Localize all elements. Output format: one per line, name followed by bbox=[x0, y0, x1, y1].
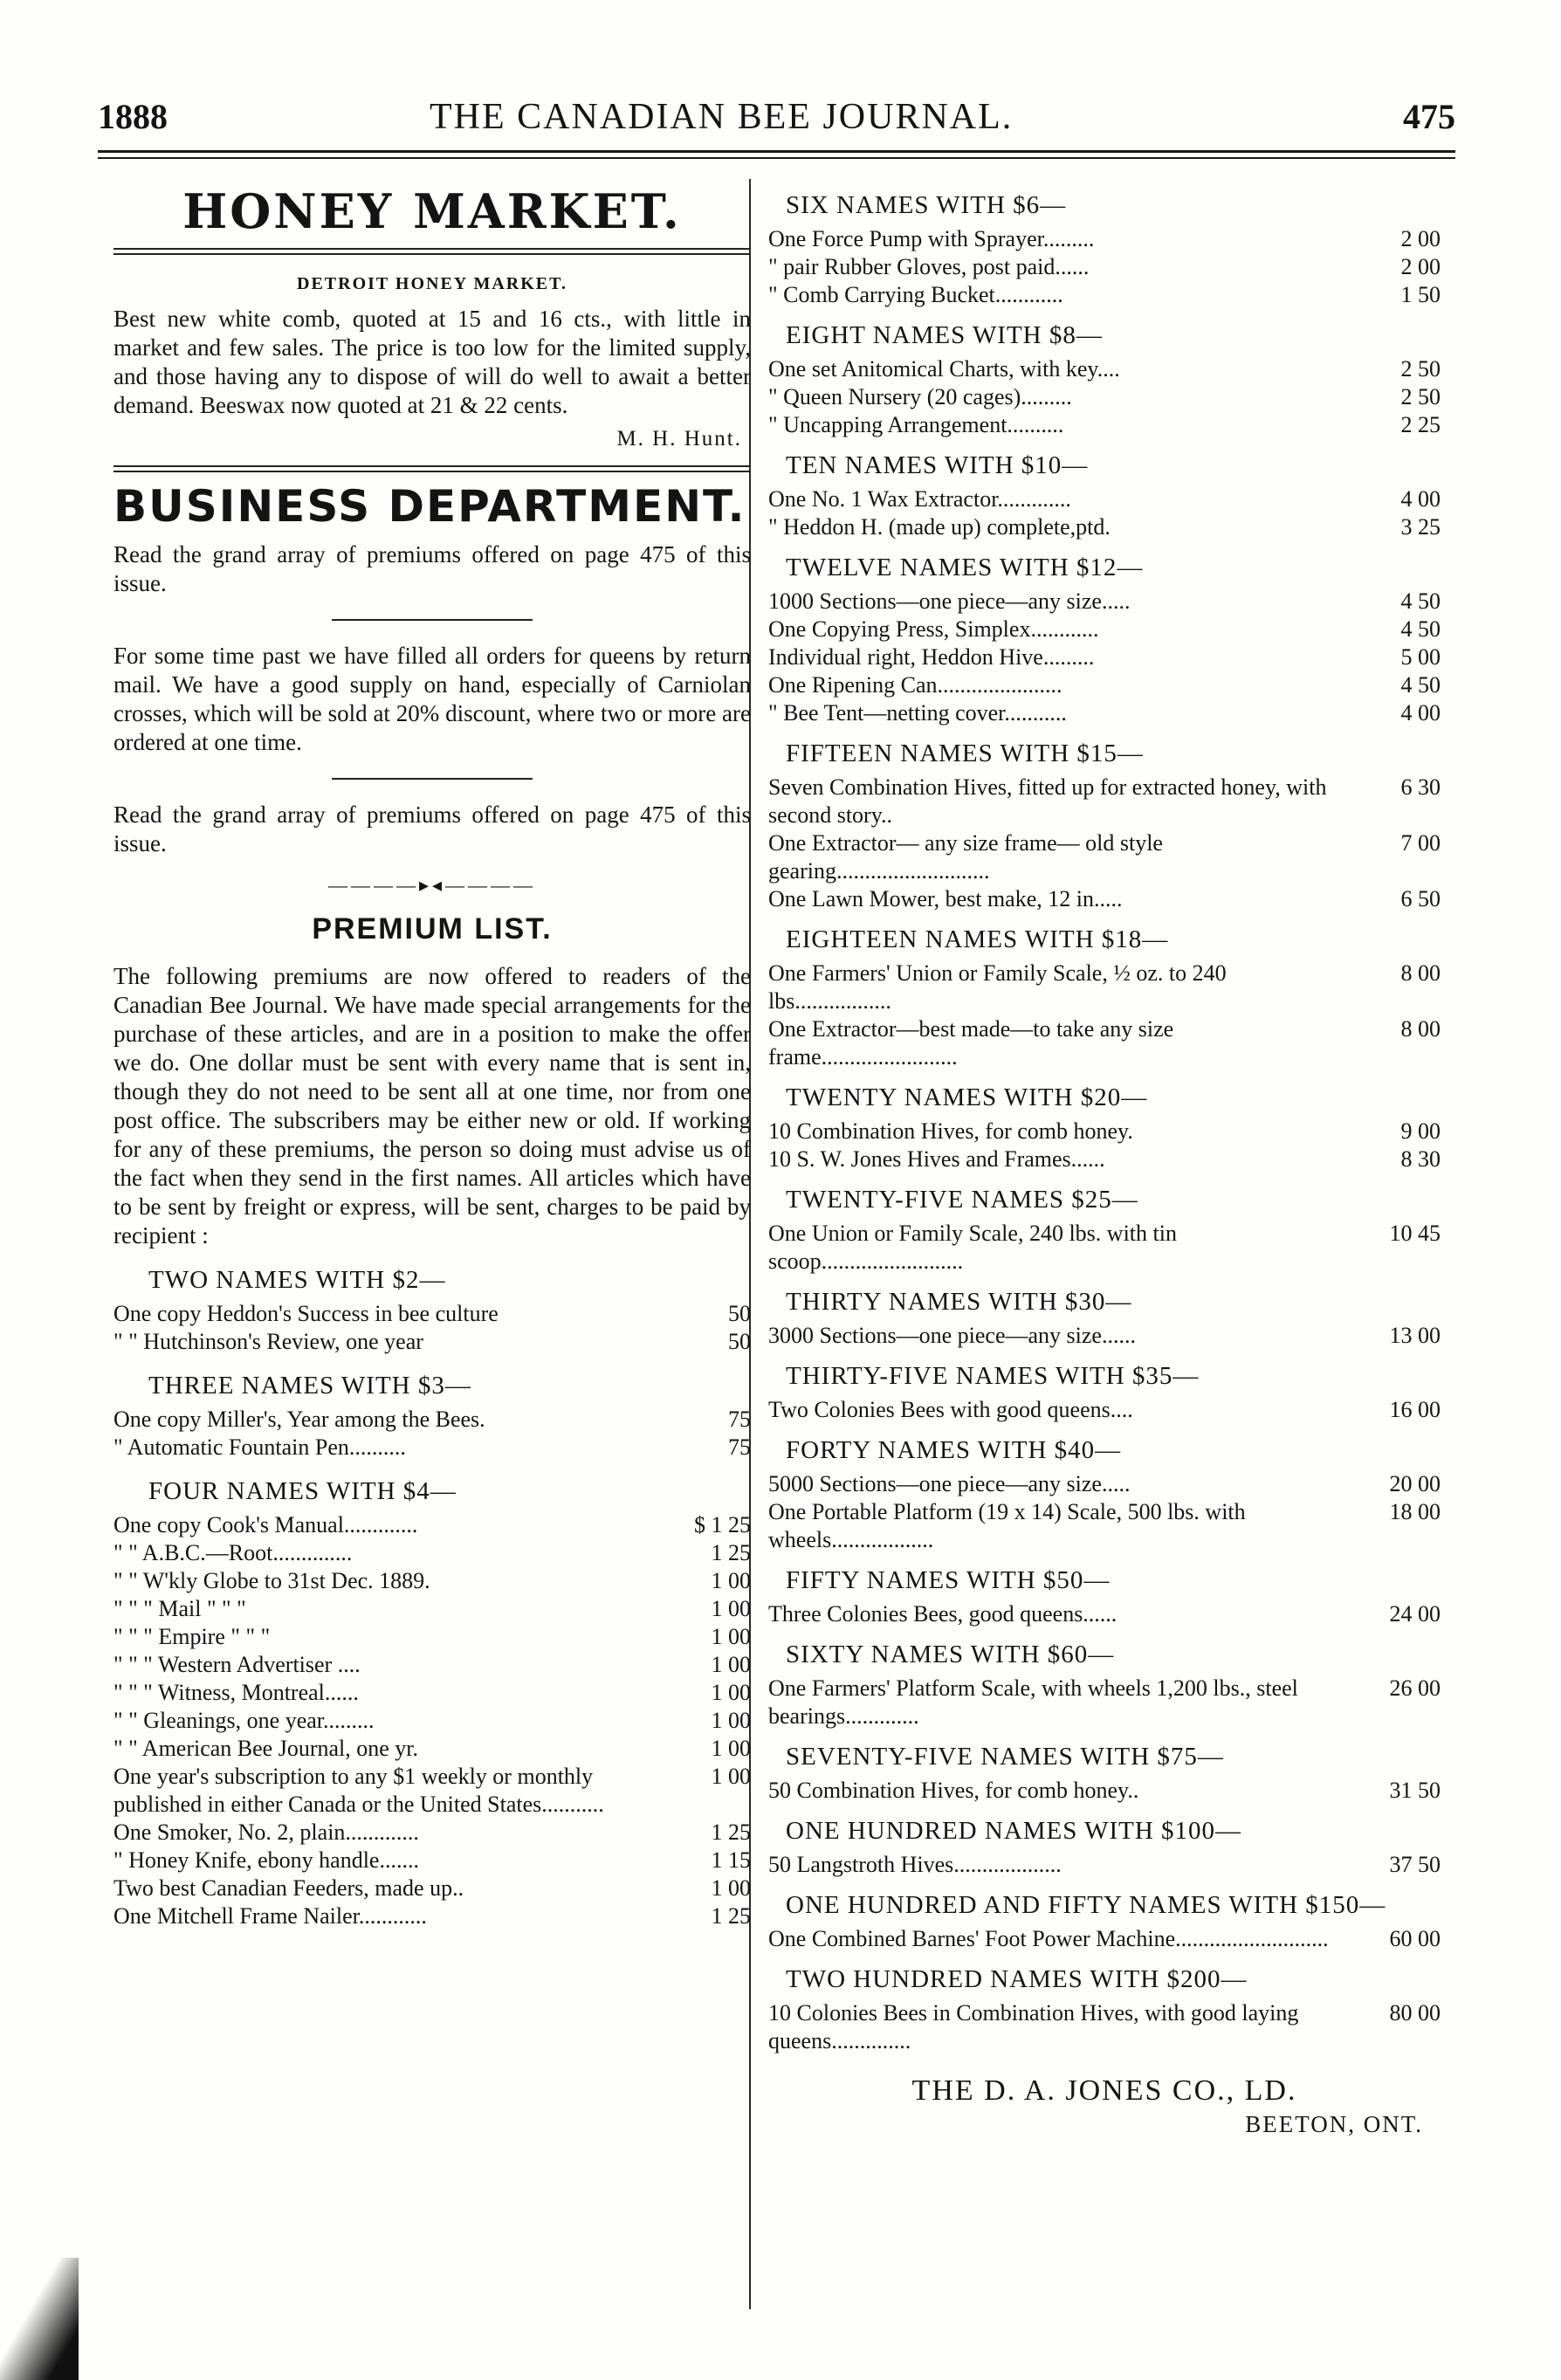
premium-item bbox=[113, 1595, 751, 1623]
premium-item bbox=[768, 960, 1441, 1015]
premium-item-text: One year's subscription to any $1 weekly or monthly published in either Canada or the United States........... bbox=[113, 1764, 604, 1817]
premium-item-text: " " " Western Advertiser .... bbox=[113, 1652, 361, 1677]
premium-item bbox=[113, 1735, 751, 1763]
premium-section bbox=[768, 554, 1441, 727]
ornament-divider: ————▸◂———— bbox=[327, 874, 537, 896]
premium-item-text: " " " Mail " " " bbox=[113, 1596, 246, 1621]
premium-item-price: 3 25 bbox=[1400, 514, 1441, 540]
premium-item bbox=[768, 513, 1441, 541]
premium-item bbox=[113, 1874, 751, 1902]
premium-item-price: 80 00 bbox=[1389, 2000, 1441, 2026]
premium-item bbox=[113, 1623, 751, 1651]
premium-item-text: " " Gleanings, one year......... bbox=[113, 1708, 375, 1733]
premium-item-text: Two Colonies Bees with good queens.... bbox=[768, 1397, 1133, 1422]
premium-item bbox=[768, 281, 1441, 309]
premium-section bbox=[768, 1817, 1441, 1879]
premium-item-text: 5000 Sections—one piece—any size..... bbox=[768, 1471, 1131, 1496]
premium-items bbox=[768, 355, 1441, 439]
premium-item bbox=[113, 1567, 751, 1595]
premium-item-text: One Lawn Mower, best make, 12 in..... bbox=[768, 886, 1123, 911]
premium-item-text: 10 Combination Hives, for comb honey. bbox=[768, 1118, 1133, 1144]
premium-item bbox=[768, 1675, 1441, 1730]
premium-items bbox=[113, 1300, 751, 1356]
premium-item-price: 2 50 bbox=[1400, 356, 1441, 382]
premium-item-price: 2 50 bbox=[1400, 384, 1441, 409]
premium-item bbox=[113, 1679, 751, 1707]
premium-section bbox=[768, 1083, 1441, 1173]
premium-section bbox=[768, 191, 1441, 309]
premium-item-price: 75 bbox=[728, 1407, 751, 1432]
premium-item-text: One Extractor—best made—to take any size frame........................ bbox=[768, 1016, 1174, 1070]
premium-section bbox=[768, 1288, 1441, 1350]
premium-item bbox=[768, 355, 1441, 383]
premium-item-text: One Mitchell Frame Nailer............ bbox=[113, 1903, 427, 1929]
premium-item-text: 1000 Sections—one piece—any size..... bbox=[768, 588, 1131, 614]
premium-item bbox=[113, 1511, 751, 1539]
premium-item bbox=[768, 253, 1441, 281]
premium-item-text: One Combined Barnes' Foot Power Machine........................... bbox=[768, 1926, 1329, 1951]
premium-item bbox=[768, 616, 1441, 643]
premium-section-heading: ONE HUNDRED NAMES WITH $100— bbox=[786, 1817, 1242, 1845]
premium-item-text: One copy Cook's Manual............. bbox=[113, 1512, 418, 1537]
premium-list-title: PREMIUM LIST. bbox=[312, 912, 553, 946]
honey-market-signature: M. H. Hunt. bbox=[616, 427, 742, 451]
premium-item-text: " " Hutchinson's Review, one year bbox=[113, 1329, 423, 1354]
premium-item-price: 1 00 bbox=[711, 1624, 751, 1649]
premium-items bbox=[768, 774, 1441, 913]
premium-item bbox=[113, 1707, 751, 1735]
premium-items bbox=[768, 1600, 1441, 1628]
premium-section-heading: TWO NAMES WITH $2— bbox=[148, 1266, 446, 1294]
premium-item-text: One Smoker, No. 2, plain............. bbox=[113, 1819, 419, 1845]
premium-section bbox=[768, 1186, 1441, 1276]
premium-item-price: 9 00 bbox=[1400, 1118, 1441, 1144]
premium-item-price: 6 30 bbox=[1400, 774, 1441, 800]
premium-item-price: 1 00 bbox=[711, 1568, 751, 1593]
premium-section bbox=[768, 1566, 1441, 1628]
premium-item-text: 10 Colonies Bees in Combination Hives, with good laying queens.............. bbox=[768, 2000, 1299, 2053]
premium-item-text: " Automatic Fountain Pen.......... bbox=[113, 1434, 406, 1460]
premium-item-price: 18 00 bbox=[1389, 1499, 1441, 1524]
premium-item-text: One Portable Platform (19 x 14) Scale, 500 lbs. with wheels.................. bbox=[768, 1499, 1246, 1552]
premium-item-text: " pair Rubber Gloves, post paid...... bbox=[768, 254, 1090, 279]
premium-items bbox=[768, 1777, 1441, 1805]
premium-section-heading: SEVENTY-FIVE NAMES WITH $75— bbox=[786, 1743, 1224, 1771]
premium-items bbox=[768, 588, 1441, 727]
premium-item-text: One copy Heddon's Success in bee culture bbox=[113, 1301, 499, 1326]
premium-item bbox=[768, 1470, 1441, 1498]
premium-item-price: 8 30 bbox=[1400, 1146, 1441, 1172]
premium-items bbox=[768, 1220, 1441, 1276]
premium-item-price: 1 25 bbox=[711, 1540, 751, 1565]
premium-items bbox=[768, 225, 1441, 309]
premium-items bbox=[768, 1118, 1441, 1173]
premium-section bbox=[768, 1641, 1441, 1730]
premium-item bbox=[113, 1406, 751, 1434]
premium-section-heading: FIFTY NAMES WITH $50— bbox=[786, 1566, 1111, 1594]
premium-item bbox=[768, 1999, 1441, 2055]
premium-item bbox=[768, 225, 1441, 253]
premium-item-text: One Union or Family Scale, 240 lbs. with tin scoop......................... bbox=[768, 1221, 1177, 1274]
premium-item-price: 1 50 bbox=[1400, 282, 1441, 307]
business-para-3: Read the grand array of premiums offered on page 475 of this issue. bbox=[113, 801, 751, 856]
premium-section bbox=[768, 321, 1441, 439]
business-department-title: BUSINESS DEPARTMENT. bbox=[113, 481, 746, 532]
honey-market-title: HONEY MARKET. bbox=[182, 183, 682, 239]
premium-section-heading: TEN NAMES WITH $10— bbox=[786, 451, 1089, 479]
header-rule-bottom bbox=[98, 157, 1455, 159]
premium-items bbox=[768, 960, 1441, 1071]
premium-item-price: 5 00 bbox=[1400, 644, 1441, 670]
premium-item-text: " Honey Knife, ebony handle....... bbox=[113, 1847, 419, 1873]
premium-item-price: 4 50 bbox=[1400, 588, 1441, 614]
premium-item-price: 10 45 bbox=[1389, 1221, 1441, 1246]
premium-items bbox=[768, 1470, 1441, 1554]
premium-section bbox=[768, 1436, 1441, 1554]
premium-section bbox=[113, 1266, 751, 1356]
premium-item bbox=[768, 485, 1441, 513]
premium-section-heading: TWENTY-FIVE NAMES $25— bbox=[786, 1186, 1138, 1214]
premium-item-text: One No. 1 Wax Extractor............. bbox=[768, 486, 1071, 512]
premium-item-text: " Heddon H. (made up) complete,ptd. bbox=[768, 514, 1111, 540]
premium-items bbox=[768, 485, 1441, 541]
premium-item bbox=[113, 1651, 751, 1679]
premium-item bbox=[113, 1328, 751, 1356]
premium-item-price: 2 00 bbox=[1400, 226, 1441, 251]
premium-item-text: Individual right, Heddon Hive......... bbox=[768, 644, 1095, 670]
header-title: THE CANADIAN BEE JOURNAL. bbox=[430, 97, 1014, 137]
premium-item-text: Three Colonies Bees, good queens...... bbox=[768, 1601, 1117, 1627]
premium-section bbox=[768, 1743, 1441, 1805]
premium-item bbox=[768, 411, 1441, 439]
premium-item-price: $ 1 25 bbox=[694, 1512, 751, 1537]
premium-item bbox=[768, 774, 1441, 829]
business-para-1: Read the grand array of premiums offered on page 475 of this issue. bbox=[113, 541, 751, 596]
premium-section-heading: TWENTY NAMES WITH $20— bbox=[786, 1083, 1148, 1111]
premium-item-price: 1 00 bbox=[711, 1652, 751, 1677]
premium-item-price: 1 00 bbox=[711, 1708, 751, 1733]
premium-item bbox=[113, 1300, 751, 1328]
header-year: 1888 bbox=[98, 97, 168, 136]
premium-section-heading: FORTY NAMES WITH $40— bbox=[786, 1436, 1122, 1464]
premium-item bbox=[113, 1847, 751, 1874]
premium-items bbox=[113, 1511, 751, 1930]
premium-section bbox=[768, 739, 1441, 913]
premium-item-price: 24 00 bbox=[1389, 1601, 1441, 1627]
premium-item bbox=[113, 1819, 751, 1847]
premium-item bbox=[768, 1220, 1441, 1276]
premium-item bbox=[768, 1777, 1441, 1805]
premium-item-text: 3000 Sections—one piece—any size...... bbox=[768, 1323, 1136, 1348]
premium-item bbox=[113, 1434, 751, 1462]
premium-item-price: 75 bbox=[728, 1434, 751, 1460]
premium-item-price: 1 00 bbox=[711, 1736, 751, 1761]
premium-section-heading: TWELVE NAMES WITH $12— bbox=[786, 554, 1144, 581]
premium-item-price: 26 00 bbox=[1389, 1675, 1441, 1701]
premium-item-price: 4 00 bbox=[1400, 486, 1441, 512]
premium-item-text: 50 Langstroth Hives................... bbox=[768, 1852, 1062, 1877]
premium-item bbox=[768, 383, 1441, 411]
premium-item bbox=[768, 588, 1441, 616]
premium-section-heading: FIFTEEN NAMES WITH $15— bbox=[786, 739, 1144, 767]
page-header bbox=[98, 87, 1455, 148]
premium-item-text: One Farmers' Union or Family Scale, ½ oz. to 240 lbs................. bbox=[768, 960, 1227, 1014]
premium-item-text: " Queen Nursery (20 cages)......... bbox=[768, 384, 1072, 409]
premium-item-text: " " W'kly Globe to 31st Dec. 1889. bbox=[113, 1568, 430, 1593]
premium-item-text: 10 S. W. Jones Hives and Frames...... bbox=[768, 1146, 1105, 1172]
premium-item bbox=[768, 885, 1441, 913]
premium-section-heading: SIX NAMES WITH $6— bbox=[786, 191, 1067, 219]
premium-items bbox=[113, 1406, 751, 1462]
premium-section-heading: EIGHT NAMES WITH $8— bbox=[786, 321, 1103, 349]
premium-item-text: One Farmers' Platform Scale, with wheels 1,200 lbs., steel bearings............. bbox=[768, 1675, 1298, 1729]
premium-item bbox=[113, 1763, 751, 1819]
premium-item-text: Two best Canadian Feeders, made up.. bbox=[113, 1875, 464, 1901]
business-para-2: For some time past we have filled all orders for queens by return mail. We have a good supply on hand, especially of Carniolan crosses, which will be sold at 20% discount, where two or more are ordered at one time. bbox=[113, 643, 751, 755]
premium-item-text: Seven Combination Hives, fitted up for extracted honey, with second story.. bbox=[768, 774, 1327, 828]
premium-section bbox=[113, 1477, 751, 1930]
premium-item-price: 50 bbox=[728, 1301, 751, 1326]
premium-item-price: 1 00 bbox=[711, 1875, 751, 1901]
premium-item-price: 20 00 bbox=[1389, 1471, 1441, 1496]
company-place: BEETON, ONT. bbox=[1245, 2111, 1423, 2137]
page-shadow bbox=[0, 2258, 79, 2380]
left-column bbox=[113, 175, 751, 1930]
premium-item bbox=[113, 1539, 751, 1567]
left-premium-sections bbox=[113, 1266, 751, 1930]
premium-section-heading: THREE NAMES WITH $3— bbox=[148, 1372, 471, 1400]
premium-item-price: 8 00 bbox=[1400, 1016, 1441, 1042]
premium-item bbox=[768, 1118, 1441, 1145]
divider-2 bbox=[332, 778, 533, 780]
premium-item-price: 50 bbox=[728, 1329, 751, 1354]
right-column bbox=[768, 179, 1441, 2138]
premium-item-price: 4 50 bbox=[1400, 616, 1441, 642]
premium-item-price: 4 00 bbox=[1400, 700, 1441, 726]
premium-items bbox=[768, 1322, 1441, 1350]
premium-item-text: " Uncapping Arrangement.......... bbox=[768, 412, 1064, 437]
premium-item-price: 1 25 bbox=[711, 1819, 751, 1845]
header-page-number: 475 bbox=[1403, 97, 1455, 136]
premium-section-heading: TWO HUNDRED NAMES WITH $200— bbox=[786, 1965, 1248, 1993]
premium-item-text: " Comb Carrying Bucket............ bbox=[768, 282, 1063, 307]
premium-section bbox=[768, 1362, 1441, 1424]
premium-item-price: 2 25 bbox=[1400, 412, 1441, 437]
premium-item-text: " " A.B.C.—Root.............. bbox=[113, 1540, 353, 1565]
premium-item-text: " Bee Tent—netting cover........... bbox=[768, 700, 1067, 726]
premium-section-heading: EIGHTEEN NAMES WITH $18— bbox=[786, 925, 1169, 953]
premium-item-text: One set Anitomical Charts, with key.... bbox=[768, 356, 1120, 382]
header-rule-top bbox=[98, 150, 1455, 153]
premium-item bbox=[113, 1902, 751, 1930]
premium-item bbox=[768, 643, 1441, 671]
honey-market-text: Best new white comb, quoted at 15 and 16 cts., with little in market and few sales. The price is too low for the limited supply, and those having any to dispose of will do well to await a better demand. Beeswax now quoted at 21 & 22 cents. bbox=[113, 306, 751, 418]
premium-section-heading: THIRTY-FIVE NAMES WITH $35— bbox=[786, 1362, 1200, 1390]
premium-item-price: 37 50 bbox=[1389, 1852, 1441, 1877]
premium-section bbox=[768, 1965, 1441, 2055]
premium-section-heading: FOUR NAMES WITH $4— bbox=[148, 1477, 457, 1505]
premium-item-price: 13 00 bbox=[1389, 1323, 1441, 1348]
premium-items bbox=[768, 1675, 1441, 1730]
premium-item-text: " " " Witness, Montreal...... bbox=[113, 1680, 359, 1705]
premium-item-price: 1 15 bbox=[711, 1847, 751, 1873]
premium-item-text: 50 Combination Hives, for comb honey.. bbox=[768, 1778, 1139, 1803]
divider-1 bbox=[332, 619, 533, 621]
premium-section-heading: THIRTY NAMES WITH $30— bbox=[786, 1288, 1132, 1316]
premium-item bbox=[768, 1145, 1441, 1173]
premium-section bbox=[768, 925, 1441, 1071]
premium-items bbox=[768, 1396, 1441, 1424]
premium-section bbox=[768, 451, 1441, 541]
premium-item-text: One Copying Press, Simplex............ bbox=[768, 616, 1099, 642]
premium-item-text: One Ripening Can...................... bbox=[768, 672, 1062, 698]
premium-item-price: 1 00 bbox=[711, 1764, 751, 1789]
premium-item-price: 4 50 bbox=[1400, 672, 1441, 698]
premium-item-price: 16 00 bbox=[1389, 1397, 1441, 1422]
premium-item-price: 8 00 bbox=[1400, 960, 1441, 986]
premium-item-price: 6 50 bbox=[1400, 886, 1441, 911]
right-premium-sections bbox=[768, 191, 1441, 2055]
premium-items bbox=[768, 1999, 1441, 2055]
premium-item-text: " " " Empire " " " bbox=[113, 1624, 271, 1649]
premium-item-price: 7 00 bbox=[1400, 830, 1441, 856]
premium-item-price: 1 00 bbox=[711, 1596, 751, 1621]
premium-item-text: One copy Miller's, Year among the Bees. bbox=[113, 1407, 485, 1432]
premium-item bbox=[768, 1015, 1441, 1071]
premium-section-heading: ONE HUNDRED AND FIFTY NAMES WITH $150— bbox=[786, 1891, 1386, 1919]
premium-item bbox=[768, 671, 1441, 699]
company-name: THE D. A. JONES CO., LD. bbox=[911, 2074, 1297, 2107]
premium-items bbox=[768, 1925, 1441, 1953]
premium-item-price: 2 00 bbox=[1400, 254, 1441, 279]
premium-section bbox=[113, 1372, 751, 1462]
premium-item-price: 60 00 bbox=[1389, 1926, 1441, 1951]
premium-item-text: " " American Bee Journal, one yr. bbox=[113, 1736, 419, 1761]
honey-market-rule bbox=[113, 248, 751, 255]
premium-item bbox=[768, 699, 1441, 727]
premium-items bbox=[768, 1851, 1441, 1879]
premium-item bbox=[768, 829, 1441, 885]
premium-item-price: 1 25 bbox=[711, 1903, 751, 1929]
premium-item-price: 31 50 bbox=[1389, 1778, 1441, 1803]
premium-item bbox=[768, 1851, 1441, 1879]
premium-item-price: 1 00 bbox=[711, 1680, 751, 1705]
premium-item-text: One Force Pump with Sprayer......... bbox=[768, 226, 1095, 251]
premium-item bbox=[768, 1498, 1441, 1554]
detroit-subhead: DETROIT HONEY MARKET. bbox=[297, 274, 567, 293]
premium-item-text: One Extractor— any size frame— old style gearing........................... bbox=[768, 830, 1163, 884]
business-rule bbox=[113, 465, 751, 472]
premium-section bbox=[768, 1891, 1441, 1953]
premium-intro: The following premiums are now offered to readers of the Canadian Bee Journal. We have made special arrangements for the purchase of these articles, and are in a position to make the offer we do. One dollar must be sent with every name that is sent in, though they do not need to be sent all at one time, nor from one post office. The subscribers may be either new or old. If working for any of these premiums, the person so doing must advise us of the fact when they send in the first names. All articles which have to be sent by freight or express, will be sent, charges to be paid by recipient : bbox=[113, 963, 751, 1248]
premium-item bbox=[768, 1925, 1441, 1953]
premium-item bbox=[768, 1396, 1441, 1424]
premium-item bbox=[768, 1322, 1441, 1350]
premium-item bbox=[768, 1600, 1441, 1628]
premium-section-heading: SIXTY NAMES WITH $60— bbox=[786, 1641, 1115, 1668]
